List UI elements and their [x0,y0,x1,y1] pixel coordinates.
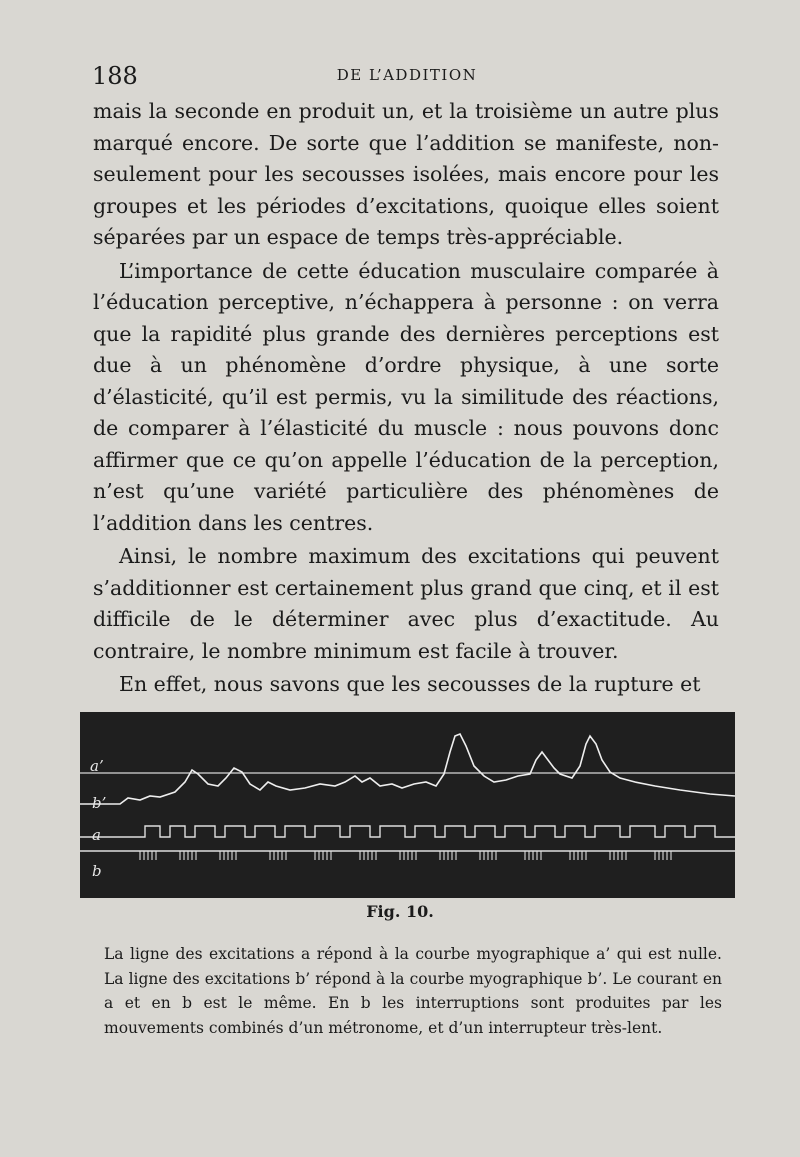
paragraph: Ainsi, le nombre maximum des excitations qui peuvent s’additionner est certainement plus grand que cinq, et il est difficile de le déterminer avec plus d’exactitude. Au contraire, le nombre minimum est facile à trouver. [93,544,719,663]
trace-label-b: b [92,862,102,880]
myograph-figure [80,712,735,898]
page-header [92,62,722,92]
body-text [93,96,719,701]
paragraph: L’importance de cette éducation musculaire comparée à l’éducation perceptive, n’échappera à personne : on verra que la rapidité plus grande des dernières perceptions est due à un phénomène d’ordre physique, à une sorte d’élasticité, qu’il est permis, vu la similitude des réactions, de comparer à l’élasticité du muscle : nous pouvons donc affirmer que ce qu’on appelle l’éducation de la perception, n’est qu’une variété particulière des phénomènes de l’addition dans les centres. [93,258,719,535]
paragraph-continued: mais la seconde en produit un, et la troisième un autre plus marqué encore. De sorte que l’addition se manifeste, non-seulement pour les secousses isolées, mais encore pour les groupes et les périodes d’excitations, quoique elles soient séparées par un espace de temps très-appréciable. [93,99,719,249]
trace-label-b-prime: b’ [92,794,107,812]
paragraph: En effet, nous savons que les secousses de la rupture et [119,672,701,696]
running-title: DE L’ADDITION [336,66,478,84]
figure-caption: Fig. 10. [366,902,434,921]
trace-label-a-prime: a’ [90,757,104,775]
trace-label-a: a [92,826,101,844]
page-number: 188 [92,62,138,90]
figure-legend: La ligne des excitations a répond à la courbe myographique a’ qui est nulle. La ligne des excitations b’ répond à la courbe myographique b’. Le courant en a et en b est le même. En b les interruptions sont produites par les mouvements combinés d’un métronome, et d’un interrupteur très-lent. [104,945,722,1037]
